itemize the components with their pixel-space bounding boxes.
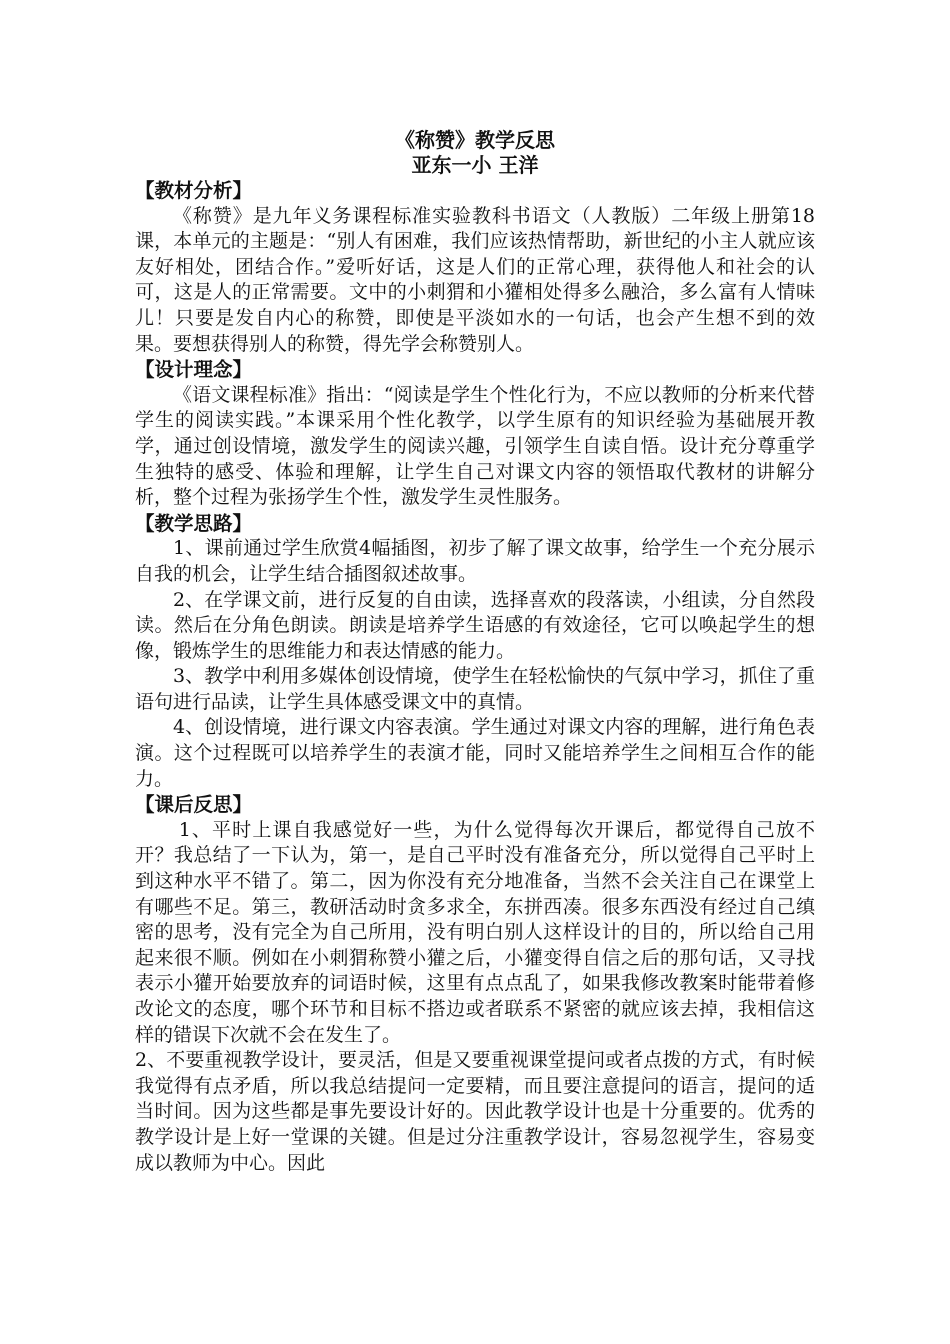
paragraph: 4、创设情境，进行课文内容表演。学生通过对课文内容的理解，进行角色表演。这个过程既可以培养学生的表演才能，同时又能培养学生之间相互合作的能力。 xyxy=(135,716,815,790)
section-heading-post-class-reflection: 【课后反思】 xyxy=(135,793,253,817)
paragraph: 《称赞》是九年义务课程标准实验教科书语文（人教版）二年级上册第18课，本单元的主题是：“别人有困难，我们应该热情帮助，新世纪的小主人就应该友好相处，团结合作。”爱听好话，这是人们的正常心理，获得他人和社会的认可，这是人的正常需要。文中的小刺猬和小獾相处得多么融洽，多么富有人情味儿！只要是发自内心的称赞，即使是平淡如水的一句话，也会产生想不到的效果。要想获得别人的称赞，得先学会称赞别人。 xyxy=(135,204,815,355)
paragraph: 1、课前通过学生欣赏4幅插图，初步了解了课文故事，给学生一个充分展示自我的机会，让学生结合插图叙述故事。 xyxy=(135,537,815,585)
document-title: 《称赞》教学反思 xyxy=(395,128,555,152)
section-heading-material-analysis: 【教材分析】 xyxy=(135,179,253,202)
section-heading-teaching-approach: 【教学思路】 xyxy=(135,511,253,535)
paragraph: 2、在学课文前，进行反复的自由读，选择喜欢的段落读，小组读，分自然段读。然后在分角色朗读。朗读是培养学生语感的有效途径，它可以唤起学生的想像，锻炼学生的思维能力和表达情感的能力。 xyxy=(135,588,815,662)
document-body xyxy=(135,128,815,1176)
paragraph: 2、不要重视教学设计，要灵活，但是又要重视课堂提问或者点拨的方式，有时候我觉得有点矛盾，所以我总结提问一定要精，而且要注意提问的语言，提问的适当时间。因为这些都是事先要设计好的。因此教学设计也是十分重要的。优秀的教学设计是上好一堂课的关键。但是过分注重教学设计，容易忽视学生，容易变成以教师为中心。因此 xyxy=(135,1049,815,1174)
paragraph: 1、平时上课自我感觉好一些，为什么觉得每次开课后，都觉得自己放不开？我总结了一下认为，第一，是自己平时没有准备充分，所以觉得自己平时上到这种水平不错了。第二，因为你没有充分地准备，当然不会关注自己在课堂上有哪些不足。第三，教研活动时贪多求全，东拼西凑。很多东西没有经过自己缜密的思考，没有完全为自己所用，没有明白别人这样设计的目的，所以给自己用起来很不顺。例如在小刺猬称赞小獾之后，小獾变得自信之后的那句话，又寻找表示小獾开始要放弃的词语时候，这里有点点乱了，如果我修改教案时能带着修改论文的态度，哪个环节和目标不搭边或者联系不紧密的就应该去掉，我相信这样的错误下次就不会在发生了。 xyxy=(135,818,815,1046)
paragraph: 《语文课程标准》指出：“阅读是学生个性化行为，不应以教师的分析来代替学生的阅读实践。”本课采用个性化教学，以学生原有的知识经验为基础展开教学，通过创设情境，激发学生的阅读兴趣，引领学生自读自悟。设计充分尊重学生独特的感受、体验和理解，让学生自己对课文内容的领悟取代教材的讲解分析，整个过程为张扬学生个性，激发学生灵性服务。 xyxy=(135,383,815,509)
paragraph: 3、教学中利用多媒体创设情境，使学生在轻松愉快的气氛中学习，抓住了重语句进行品读，让学生具体感受课文中的真情。 xyxy=(135,665,815,713)
section-heading-design-concept: 【设计理念】 xyxy=(135,358,253,382)
document-author: 亚东一小 王洋 xyxy=(411,153,539,177)
